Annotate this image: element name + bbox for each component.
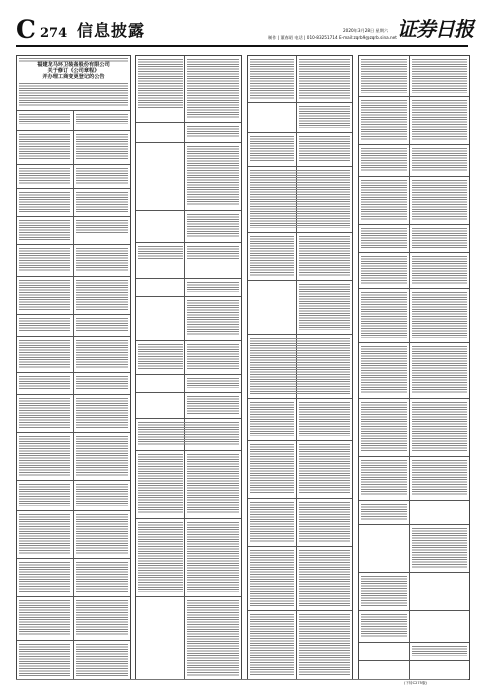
table-cell <box>412 100 467 140</box>
table-rule <box>136 418 241 419</box>
page-number: 274 <box>40 26 68 41</box>
table-cell <box>187 300 239 336</box>
table-cell <box>412 228 467 248</box>
notice-title <box>19 62 128 81</box>
table-cell <box>412 346 467 394</box>
table-cell <box>299 59 350 99</box>
table-cell <box>19 220 70 240</box>
table-rule <box>17 244 130 245</box>
table-rule <box>136 296 241 297</box>
table-cell <box>187 126 239 138</box>
table-rule <box>17 276 130 277</box>
table-cell <box>299 550 350 606</box>
table-cell <box>361 228 407 248</box>
table-cell <box>361 346 407 394</box>
table-cell <box>76 248 128 272</box>
table-cell <box>19 248 70 272</box>
table-cell <box>361 148 407 172</box>
table-rule <box>17 130 130 131</box>
table-rule <box>248 166 352 167</box>
column-2 <box>135 55 242 680</box>
table-cell <box>412 148 467 172</box>
table-cell <box>299 502 350 542</box>
table-rule <box>359 176 469 177</box>
table-cell <box>19 514 70 554</box>
table-rule <box>359 456 469 457</box>
table-rule <box>136 210 241 211</box>
table-rule <box>136 450 241 451</box>
table-rule <box>17 640 130 641</box>
table-rule <box>17 164 130 165</box>
table-rule <box>359 96 469 97</box>
table-cell <box>361 292 407 338</box>
table-cell <box>412 59 467 93</box>
table-cell <box>250 170 350 228</box>
table-cell <box>361 100 407 140</box>
table-rule <box>17 314 130 315</box>
table-rule <box>136 122 241 123</box>
table-cell <box>19 192 70 212</box>
table-rule <box>17 216 130 217</box>
table-rule <box>248 398 352 399</box>
table-rule <box>17 510 130 511</box>
table-cell <box>138 454 183 514</box>
table-cell <box>361 402 407 452</box>
table-cell <box>19 436 70 476</box>
table-cell <box>76 318 128 332</box>
table-divider <box>184 56 185 679</box>
editor-line: 制作 | 董春昭 电话 | 010-83251714 E-mail:zqrb9@zqrb.sina.net <box>268 35 397 40</box>
table-rule <box>359 224 469 225</box>
table-cell <box>361 614 407 638</box>
table-cell <box>250 402 294 436</box>
table-rule <box>359 342 469 343</box>
masthead <box>0 0 484 46</box>
table-rule <box>359 288 469 289</box>
table-rule <box>136 374 241 375</box>
table-cell <box>361 504 407 520</box>
table-rule <box>248 102 352 103</box>
table-rule <box>17 432 130 433</box>
table-cell <box>76 340 128 368</box>
table-cell <box>76 192 128 212</box>
table-cell <box>76 436 128 476</box>
table-cell <box>361 576 407 606</box>
table-cell <box>19 398 70 428</box>
table-cell <box>250 338 350 394</box>
table-rule <box>136 142 241 143</box>
continued-note: (下转C275版) <box>404 681 427 685</box>
table-cell <box>19 114 70 124</box>
table-cell <box>138 522 183 592</box>
table-cell <box>299 402 350 436</box>
table-rule <box>136 596 241 597</box>
table-cell <box>412 646 467 656</box>
table-cell <box>76 168 128 184</box>
table-cell <box>187 344 239 370</box>
table-cell <box>19 168 70 184</box>
table-rule <box>359 610 469 611</box>
table-rule <box>17 558 130 559</box>
table-cell <box>412 180 467 220</box>
table-rule <box>248 440 352 441</box>
table-rule <box>359 252 469 253</box>
table-cell <box>250 502 294 542</box>
table-cell <box>187 454 239 514</box>
table-rule <box>359 642 469 643</box>
table-cell <box>250 236 294 276</box>
table-cell <box>299 444 350 494</box>
table-divider <box>409 56 410 679</box>
table-rule <box>136 518 241 519</box>
table-cell <box>187 600 239 676</box>
table-rule <box>17 188 130 189</box>
table-divider <box>73 110 74 680</box>
table-cell <box>187 378 239 388</box>
table-cell <box>187 396 239 414</box>
table-cell <box>76 134 128 160</box>
table-cell <box>76 220 128 234</box>
table-cell <box>76 514 128 554</box>
table-cell <box>187 59 239 119</box>
table-cell <box>19 562 70 592</box>
column-1 <box>16 55 131 680</box>
table-rule <box>359 500 469 501</box>
table-cell <box>138 59 183 109</box>
section-letter: C <box>16 15 36 44</box>
table-rule <box>17 372 130 373</box>
table-rule <box>136 242 241 243</box>
table-cell <box>361 256 407 284</box>
table-rule <box>248 498 352 499</box>
table-rule <box>359 398 469 399</box>
table-cell <box>19 318 70 332</box>
table-cell <box>19 484 70 506</box>
table-cell <box>138 344 183 370</box>
table-cell <box>250 614 294 676</box>
table-cell <box>187 146 239 206</box>
table-cell <box>250 136 294 162</box>
notice-title-line: 关于修订《公司章程》 <box>47 68 100 75</box>
table-rule <box>248 334 352 335</box>
table-rule <box>17 336 130 337</box>
table-cell <box>76 398 128 428</box>
table-cell <box>19 600 70 636</box>
table-rule <box>17 596 130 597</box>
table-rule <box>248 232 352 233</box>
table-cell <box>187 522 239 592</box>
table-rule <box>248 280 352 281</box>
table-cell <box>187 214 239 238</box>
table-cell <box>299 284 350 330</box>
table-cell <box>250 59 294 99</box>
table-cell <box>76 114 128 124</box>
table-cell <box>187 282 239 292</box>
date-line: 2020年3月28日 星期六 <box>343 28 389 33</box>
table-cell <box>19 340 70 368</box>
table-cell <box>76 562 128 592</box>
table-rule <box>359 660 469 661</box>
table-cell <box>412 402 467 452</box>
table-cell <box>76 376 128 390</box>
table-cell <box>299 614 350 676</box>
table-rule <box>248 132 352 133</box>
table-cell <box>19 134 70 160</box>
table-rule <box>136 278 241 279</box>
masthead-rule <box>16 45 468 47</box>
table-cell <box>412 528 467 568</box>
column-4 <box>358 55 470 680</box>
table-cell <box>19 376 70 390</box>
footer-rule <box>16 679 468 680</box>
table-cell <box>76 280 128 310</box>
table-cell <box>138 422 239 446</box>
table-cell <box>361 460 407 496</box>
table-rule <box>17 480 130 481</box>
table-rule <box>136 340 241 341</box>
table-cell <box>412 256 467 284</box>
table-cell <box>76 600 128 636</box>
text-block <box>19 83 128 107</box>
table-rule <box>359 144 469 145</box>
table-rule <box>136 392 241 393</box>
section-title: 信息披露 <box>77 21 146 40</box>
notice-title-line: 福建龙马环卫装备股份有限公司 <box>37 62 110 68</box>
newspaper-logo: 证券日报 <box>397 17 473 41</box>
table-rule <box>359 572 469 573</box>
table-cell <box>412 292 467 338</box>
notice-title-line: 并办理工商变更登记的公告 <box>42 74 105 81</box>
table-cell <box>250 550 294 606</box>
table-rule <box>248 610 352 611</box>
table-rule <box>17 394 130 395</box>
table-cell <box>76 644 128 676</box>
table-cell <box>76 484 128 506</box>
table-cell <box>187 246 239 260</box>
table-cell <box>19 644 70 676</box>
table-cell <box>361 180 407 220</box>
column-3 <box>247 55 353 680</box>
table-cell <box>299 236 350 276</box>
table-cell <box>299 136 350 162</box>
table-cell <box>412 460 467 496</box>
table-cell <box>138 246 183 260</box>
table-cell <box>19 280 70 310</box>
table-rule <box>248 546 352 547</box>
table-cell <box>250 444 294 494</box>
table-cell <box>299 106 350 128</box>
table-cell <box>361 59 407 93</box>
table-rule <box>359 524 469 525</box>
